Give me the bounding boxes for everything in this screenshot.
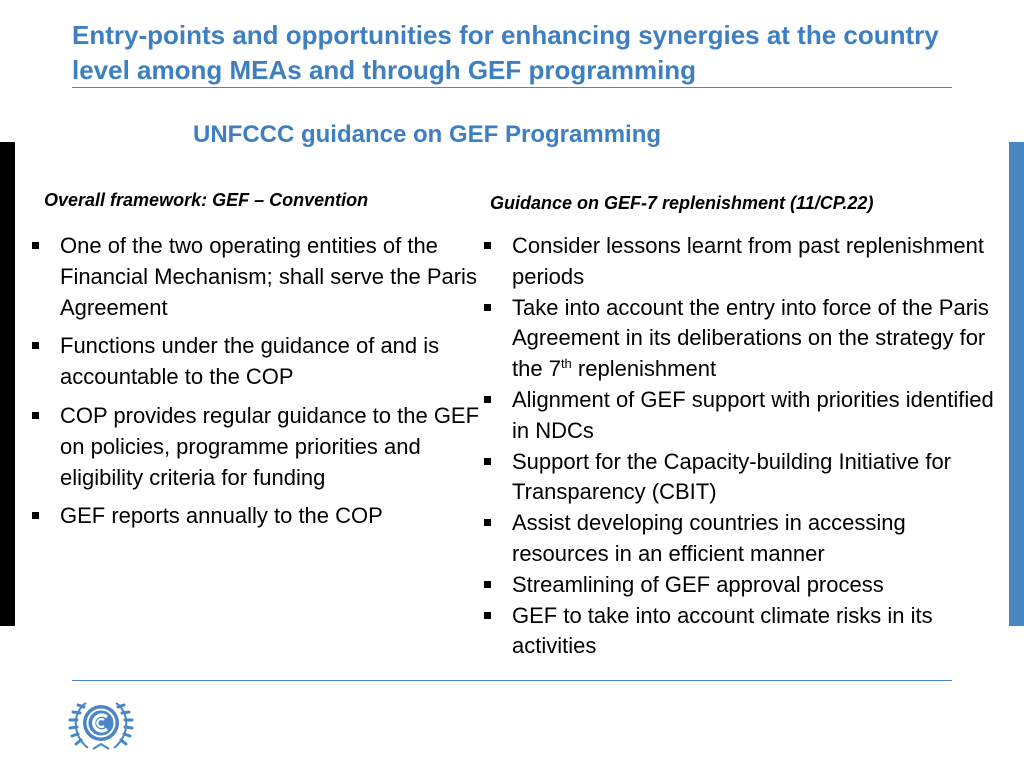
list-item [480, 293, 1000, 385]
left-column-heading: Overall framework: GEF – Convention [44, 190, 369, 210]
list-item: Support for the Capacity-building Initiative for Transparency (CBIT) [480, 447, 1000, 509]
unfccc-emblem-icon [66, 693, 136, 755]
list-item: Consider lessons learnt from past replenishment periods [480, 231, 1000, 293]
list-item: COP provides regular guidance to the GEF on policies, programme priorities and eligibility criteria for funding [28, 401, 488, 493]
left-bullet-list [28, 231, 488, 540]
left-edge-bar [0, 142, 15, 626]
title-divider [72, 87, 952, 88]
list-item: Functions under the guidance of and is accountable to the COP [28, 331, 488, 393]
list-item: Streamlining of GEF approval process [480, 570, 1000, 601]
superscript: th [560, 356, 572, 372]
list-item-text: Take into account the entry into force of the Paris Agreement in its deliberations on the strategy for the 7 [512, 294, 989, 382]
list-item: GEF reports annually to the COP [28, 501, 488, 532]
list-item: Alignment of GEF support with priorities identified in NDCs [480, 385, 1000, 447]
right-edge-bar [1009, 142, 1024, 626]
list-item-tail: replenishment [571, 356, 717, 382]
footer-divider [72, 680, 952, 681]
right-column-heading: Guidance on GEF-7 replenishment (11/CP.22) [490, 193, 874, 213]
list-item: Assist developing countries in accessing resources in an efficient manner [480, 508, 1000, 570]
list-item: GEF to take into account climate risks in its activities [480, 601, 1000, 663]
right-bullet-list [480, 231, 1000, 662]
section-subtitle: UNFCCC guidance on GEF Programming [193, 121, 662, 148]
page-title: Entry-points and opportunities for enhancing synergies at the country level among MEAs and through GEF programming [72, 20, 939, 85]
list-item: One of the two operating entities of the Financial Mechanism; shall serve the Paris Agreement [28, 231, 488, 323]
